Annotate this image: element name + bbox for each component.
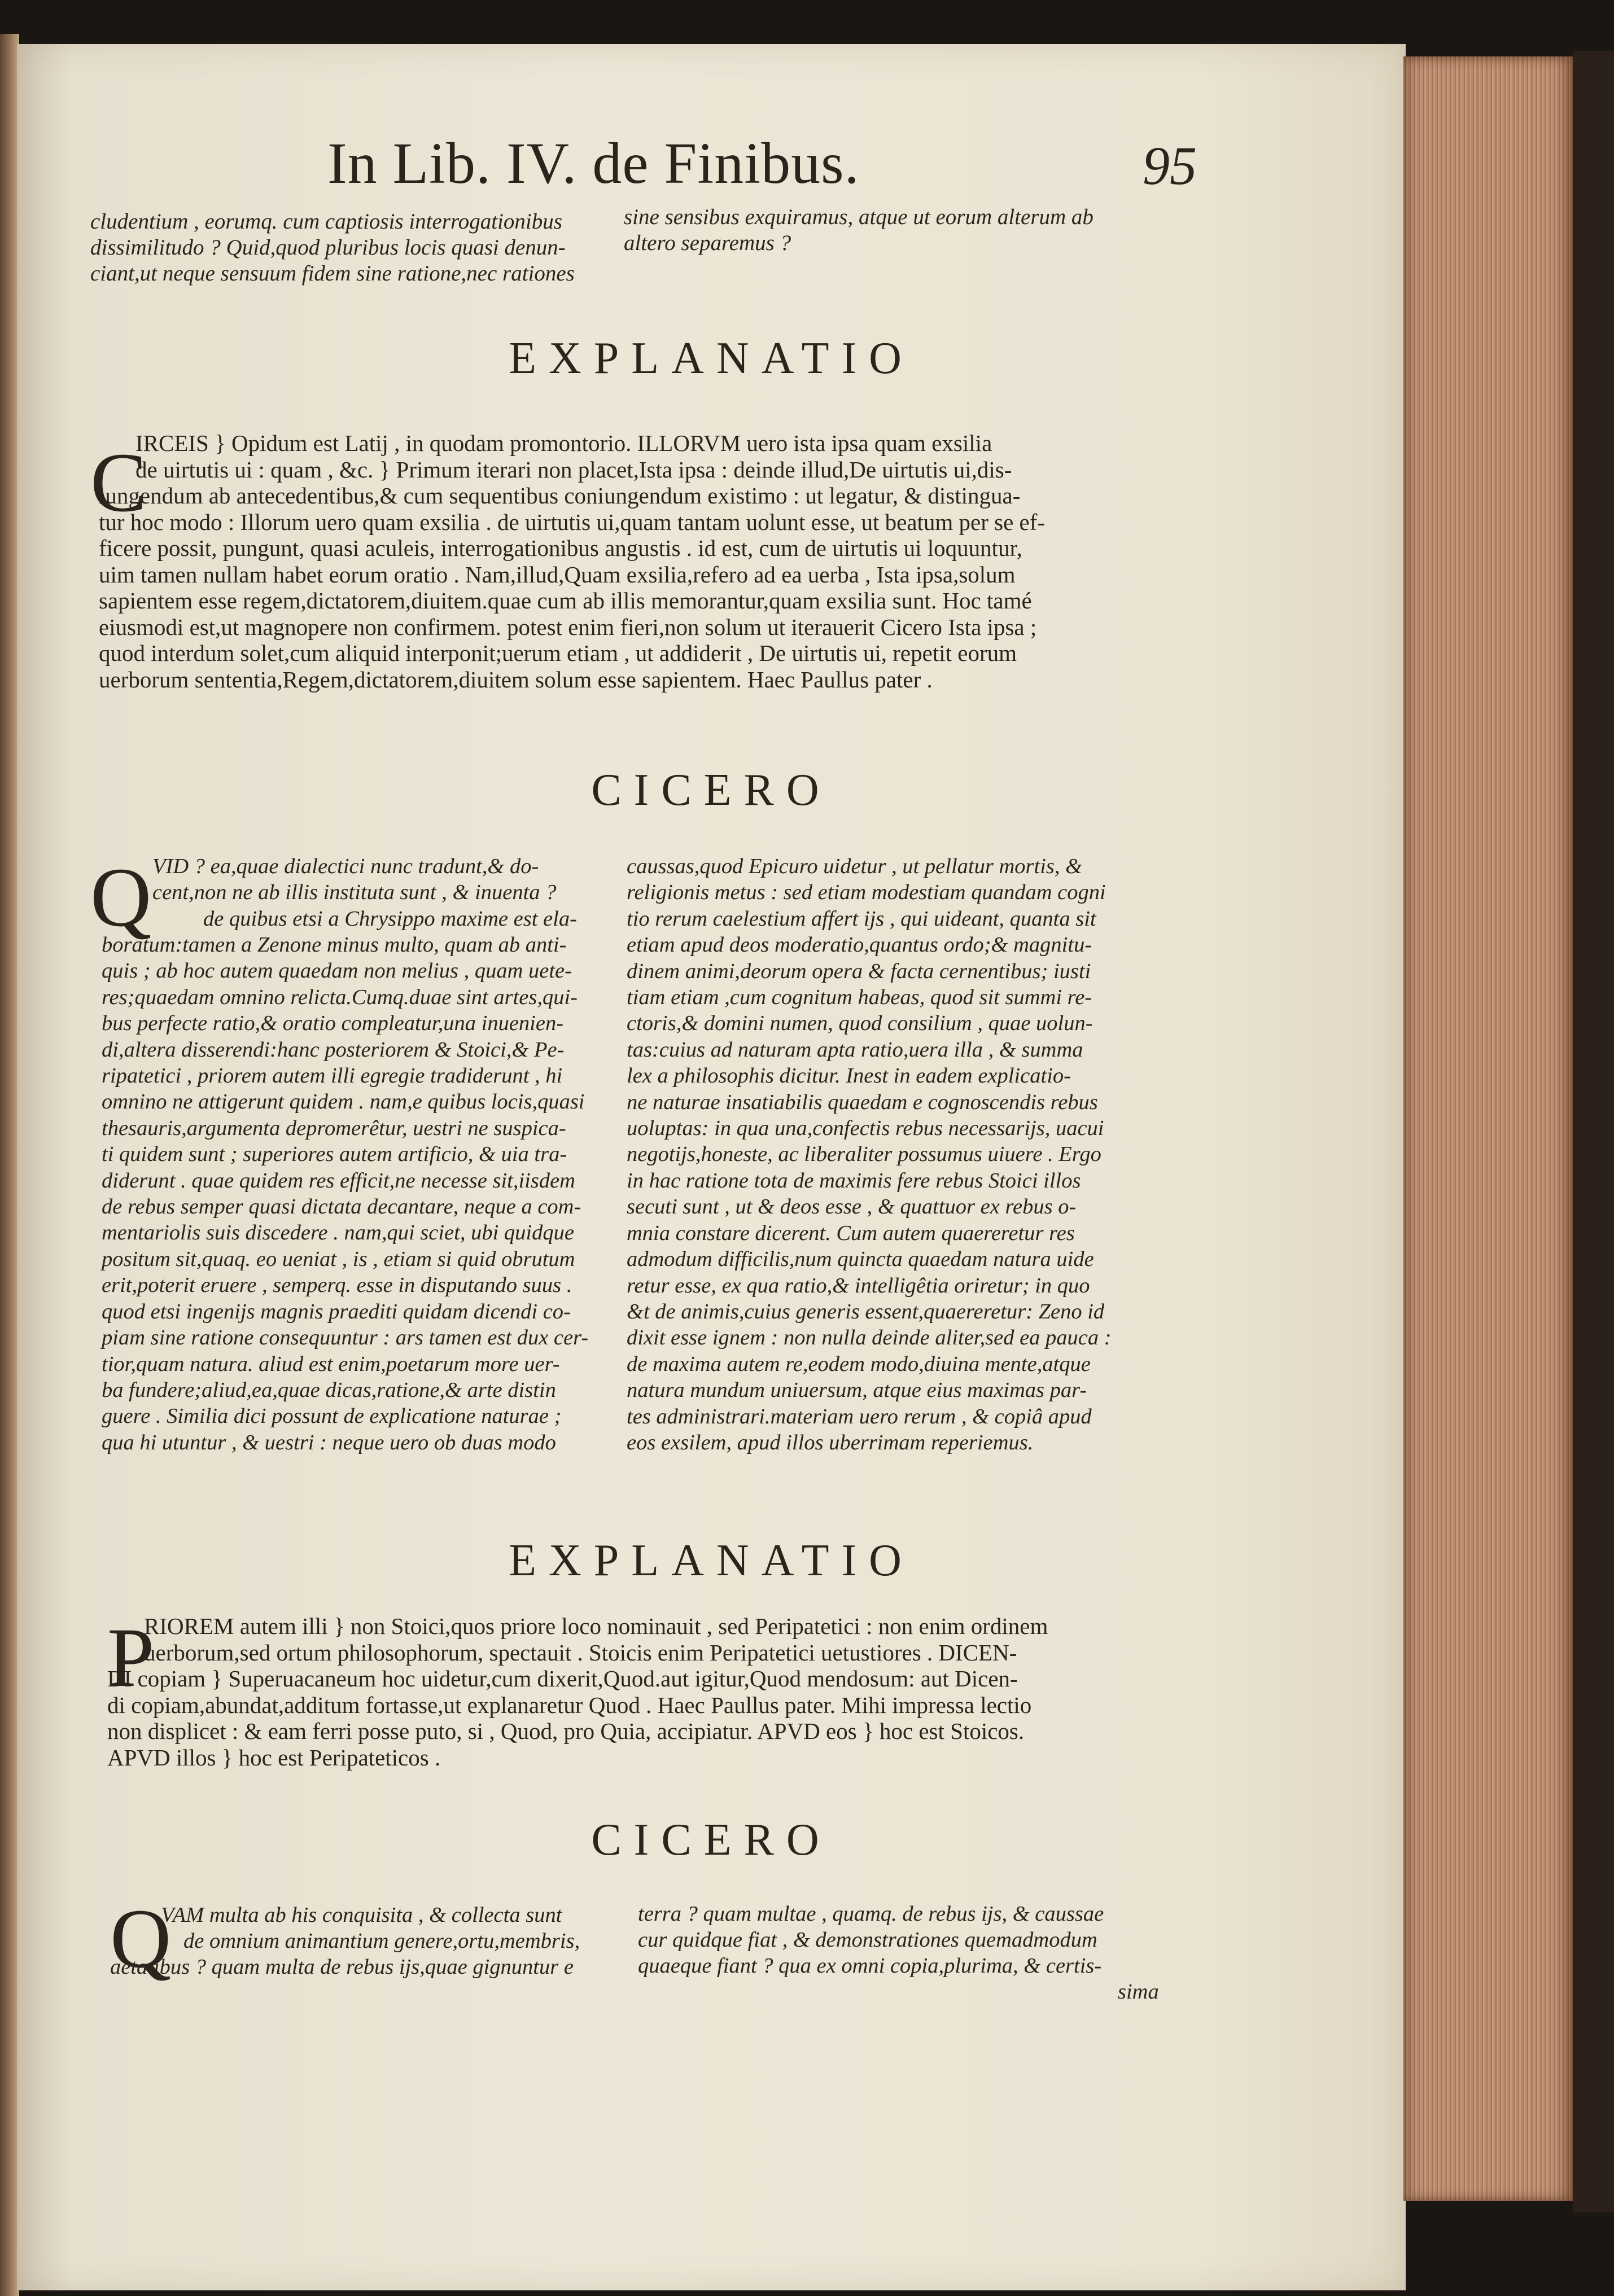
text-line: ba fundere;aliud,ea,quae dicas,ratione,& arte distin	[102, 1378, 556, 1402]
explanatio-text-cont	[107, 1666, 1031, 1771]
section-heading-cicero: CICERO	[591, 765, 832, 815]
text-line: uoluptas: in qua una,confectis rebus necessarijs, uacui	[627, 1116, 1104, 1141]
cicero-right-column	[627, 853, 1112, 1456]
text-line: eos exsilem, apud illos uberrimam reperiemus.	[627, 1430, 1034, 1454]
text-line: cur quidque fiat , & demonstrationes quemadmodum	[638, 1928, 1097, 1952]
text-line: uerborum sententia,Regem,dictatorem,diuitem solum esse sapientem. Haec Paullus pater .	[99, 666, 933, 693]
text-line: tes administrari.materiam uero rerum , & copiâ apud	[627, 1404, 1092, 1429]
text-line: admodum difficilis,num quincta quaedam natura uide	[627, 1247, 1094, 1272]
text-line: ne naturae insatiabilis quaedam e cognoscendis rebus	[627, 1090, 1098, 1114]
text-line: boratum:tamen a Zenone minus multo, quam ab anti-	[102, 933, 567, 957]
running-title: In Lib. IV. de Finibus.	[327, 131, 860, 196]
catchword: sima	[1118, 1980, 1159, 2004]
text-line: VID ? ea,quae dialectici nunc tradunt,& do-	[152, 855, 539, 878]
text-line: non displicet : & eam ferri posse puto, si , Quod, pro Quia, accipiatur. APVD eos } hoc est Stoicos.	[107, 1718, 1025, 1744]
text-line: negotijs,honeste, ac liberaliter possumus uiuere . Ergo	[627, 1142, 1101, 1167]
text-line: secuti sunt , ut & deos esse , & quattuor ex rebus o-	[627, 1195, 1077, 1219]
section-heading-explanatio: EXPLANATIO	[509, 1536, 914, 1585]
text-line: IRCEIS } Opidum est Latij , in quodam promontorio. ILLORVM uero ista ipsa quam exsilia	[135, 430, 992, 456]
text-line: uerborum,sed ortum philosophorum, spectauit . Stoicis enim Peripatetici uetustiores . DICEN-	[144, 1639, 1017, 1666]
text-line: omnino ne attigerunt quidem . nam,e quibus locis,quasi	[102, 1090, 585, 1114]
text-line: VAM multa ab his conquisita , & collecta sunt	[161, 1903, 562, 1927]
text-line: tas:cuius ad naturam apta ratio,uera illa , & summa	[627, 1037, 1083, 1062]
cicero-left-column-top	[161, 1902, 580, 1954]
text-line: de omnium animantium genere,ortu,membris,	[183, 1929, 580, 1953]
text-line: positum sit,quaq. eo ueniat , is , etiam si quid obrutum	[102, 1247, 575, 1271]
text-line: religionis metus : sed etiam modestiam quandam cogni	[627, 880, 1106, 905]
text-line: dissimilitudo ? Quid,quod pluribus locis quasi denun-	[90, 235, 566, 260]
text-line: iungendum ab antecedentibus,& cum sequentibus coniungendum existimo : ut legatur, & distingua-	[99, 483, 1021, 509]
text-line: ti quidem sunt ; superiores autem artificio, & uia tra-	[102, 1142, 567, 1167]
section-heading-cicero: CICERO	[591, 1815, 832, 1865]
explanatio-text-cont	[99, 483, 1045, 693]
text-line: bus perfecte ratio,& oratio compleatur,una inuenien-	[102, 1011, 564, 1036]
text-line: quod interdum solet,cum aliquid interponit;uerum etiam , ut addiderit , De uirtutis ui, repetit eorum	[99, 640, 1017, 666]
text-line: eiusmodi est,ut magnopere non confirmem. potest enim fieri,non solum ut iterauerit Cicero Ista ipsa ;	[99, 614, 1037, 640]
running-header	[316, 130, 1197, 209]
text-line: sapientem esse regem,dictatorem,diuitem.quae cum ab illis memorantur,quam exsilia sunt. Hoc tamé	[99, 588, 1032, 614]
text-line: &t de animis,cuius generis essent,quaereretur: Zeno id	[627, 1299, 1105, 1324]
text-line: de rebus semper quasi dictata decantare, neque a com-	[102, 1195, 581, 1219]
text-line: de maxima autem re,eodem modo,diuina mente,atque	[627, 1352, 1091, 1376]
text-line: quod etsi ingenijs magnis praediti quidam dicendi co-	[102, 1299, 571, 1324]
text-line: retur esse, ex qua ratio,& intelligêtia oriretur; in quo	[627, 1273, 1090, 1298]
text-line: erit,poterit eruere , semperq. esse in disputando suus .	[102, 1273, 572, 1298]
cicero-left-column	[110, 1954, 574, 1980]
text-line: qua hi utuntur , & uestri : neque uero ob duas modo	[102, 1430, 556, 1454]
text-line: mentariolis suis discedere . nam,qui sciet, ubi quidque	[102, 1221, 574, 1245]
text-line: lex a philosophis dicitur. Inest in eadem explicatio-	[627, 1064, 1071, 1088]
text-line: di copiam,abundat,additum fortasse,ut explanaretur Quod . Haec Paullus pater. Mihi impressa lectio	[107, 1692, 1032, 1718]
cicero-left-column	[102, 932, 588, 1456]
text-line: thesauris,argumenta depromerêtur, uestri ne suspica-	[102, 1116, 566, 1140]
drop-initial: P	[107, 1611, 155, 1705]
text-line: di,altera disserendi:hanc posteriorem & Stoici,& Pe-	[102, 1037, 565, 1062]
text-line: mnia constare dicerent. Cum autem quaereretur res	[627, 1221, 1075, 1245]
text-line: ctoris,& domini numen, quod consilium , quae uolun-	[627, 1011, 1093, 1036]
page-number: 95	[1143, 135, 1197, 196]
text-line: aetatibus ? quam multa de rebus ijs,quae gignuntur e	[110, 1955, 574, 1979]
text-line: tiam etiam ,cum cognitum habeas, quod sit summi re-	[627, 985, 1092, 1010]
top-fragment-right	[624, 204, 1094, 256]
drop-initial: Q	[110, 1892, 172, 1986]
text-line: etiam apud deos moderatio,quantus ordo;& magnitu-	[627, 933, 1092, 957]
text-line: RIOREM autem illi } non Stoici,quos priore loco nominauit , sed Peripatetici : non enim ordinem	[144, 1613, 1048, 1639]
text-line: ripatetici , priorem autem illi egregie tradiderunt , hi	[102, 1064, 563, 1088]
book-cover-edge	[1573, 51, 1614, 2212]
page-edges	[1403, 56, 1573, 2201]
explanatio-text	[135, 430, 1012, 483]
drop-initial: Q	[90, 851, 152, 944]
text-line: caussas,quod Epicuro uidetur , ut pellatur mortis, &	[627, 855, 1083, 878]
drop-initial: C	[90, 436, 147, 529]
text-line: de quibus etsi a Chrysippo maxime est ela-	[203, 906, 577, 931]
cicero-right-column	[638, 1901, 1159, 2005]
text-line: cludentium , eorumq. cum captiosis interrogationibus	[90, 209, 562, 234]
text-line: dinem animi,deorum opera & facta cernentibus; iusti	[627, 959, 1091, 983]
text-line: uim tamen nullam habet eorum oratio . Nam,illud,Quam exsilia,refero ad ea uerba , Ista ipsa,solum	[99, 561, 1016, 588]
section-heading-explanatio: EXPLANATIO	[509, 334, 914, 383]
text-line: altero separemus ?	[624, 231, 791, 255]
text-line: natura mundum uniuersum, atque eius maximas par-	[627, 1378, 1087, 1403]
text-line: ficere possit, pungunt, quasi aculeis, interrogationibus angustis . id est, cum de uirtutis ui loquuntur,	[99, 535, 1022, 561]
text-line: APVD illos } hoc est Peripateticos .	[107, 1744, 441, 1771]
text-line: dixit esse ignem : non nulla deinde aliter,sed ea pauca :	[627, 1326, 1112, 1350]
text-line: terra ? quam multae , quamq. de rebus ijs, & caussae	[638, 1902, 1104, 1926]
text-line: sine sensibus exquiramus, atque ut eorum alterum ab	[624, 205, 1094, 229]
text-line: diderunt . quae quidem res efficit,ne necesse sit,iisdem	[102, 1168, 575, 1193]
text-line: ciant,ut neque sensuum fidem sine ratione,nec rationes	[90, 261, 575, 286]
text-line: quis ; ab hoc autem quaedam non melius , quam uete-	[102, 959, 572, 983]
top-fragment-left	[90, 209, 575, 287]
text-line: cent,non ne ab illis instituta sunt , & inuenta ?	[152, 880, 557, 905]
text-line: res;quaedam omnino relicta.Cumq.duae sint artes,qui-	[102, 985, 578, 1009]
explanatio-text	[144, 1613, 1048, 1666]
text-line: in hac ratione tota de maximis fere rebus Stoici illos	[627, 1168, 1081, 1193]
text-line: piam sine ratione consequuntur : ars tamen est dux cer-	[102, 1326, 589, 1350]
text-line: de uirtutis ui : quam , &c. } Primum iterari non placet,Ista ipsa : deinde illud,De uirtutis ui,dis-	[135, 456, 1012, 483]
text-line: quaeque fiant ? qua ex omni copia,plurima, & certis-	[638, 1954, 1102, 1978]
text-line: tur hoc modo : Illorum uero quam exsilia . de uirtutis ui,quam tantam uolunt esse, ut beatum per se ef-	[99, 509, 1046, 535]
text-line: tior,quam natura. aliud est enim,poetarum more uer-	[102, 1352, 560, 1376]
text-line: guere . Similia dici possunt de explicatione naturae ;	[102, 1404, 562, 1429]
cicero-left-column-top	[152, 853, 577, 932]
text-line: DI copiam } Superuacaneum hoc uidetur,cum dixerit,Quod.aut igitur,Quod mendosum: aut Dicen-	[107, 1666, 1018, 1692]
text-line: tio rerum caelestium affert ijs , qui uideant, quanta sit	[627, 906, 1096, 931]
